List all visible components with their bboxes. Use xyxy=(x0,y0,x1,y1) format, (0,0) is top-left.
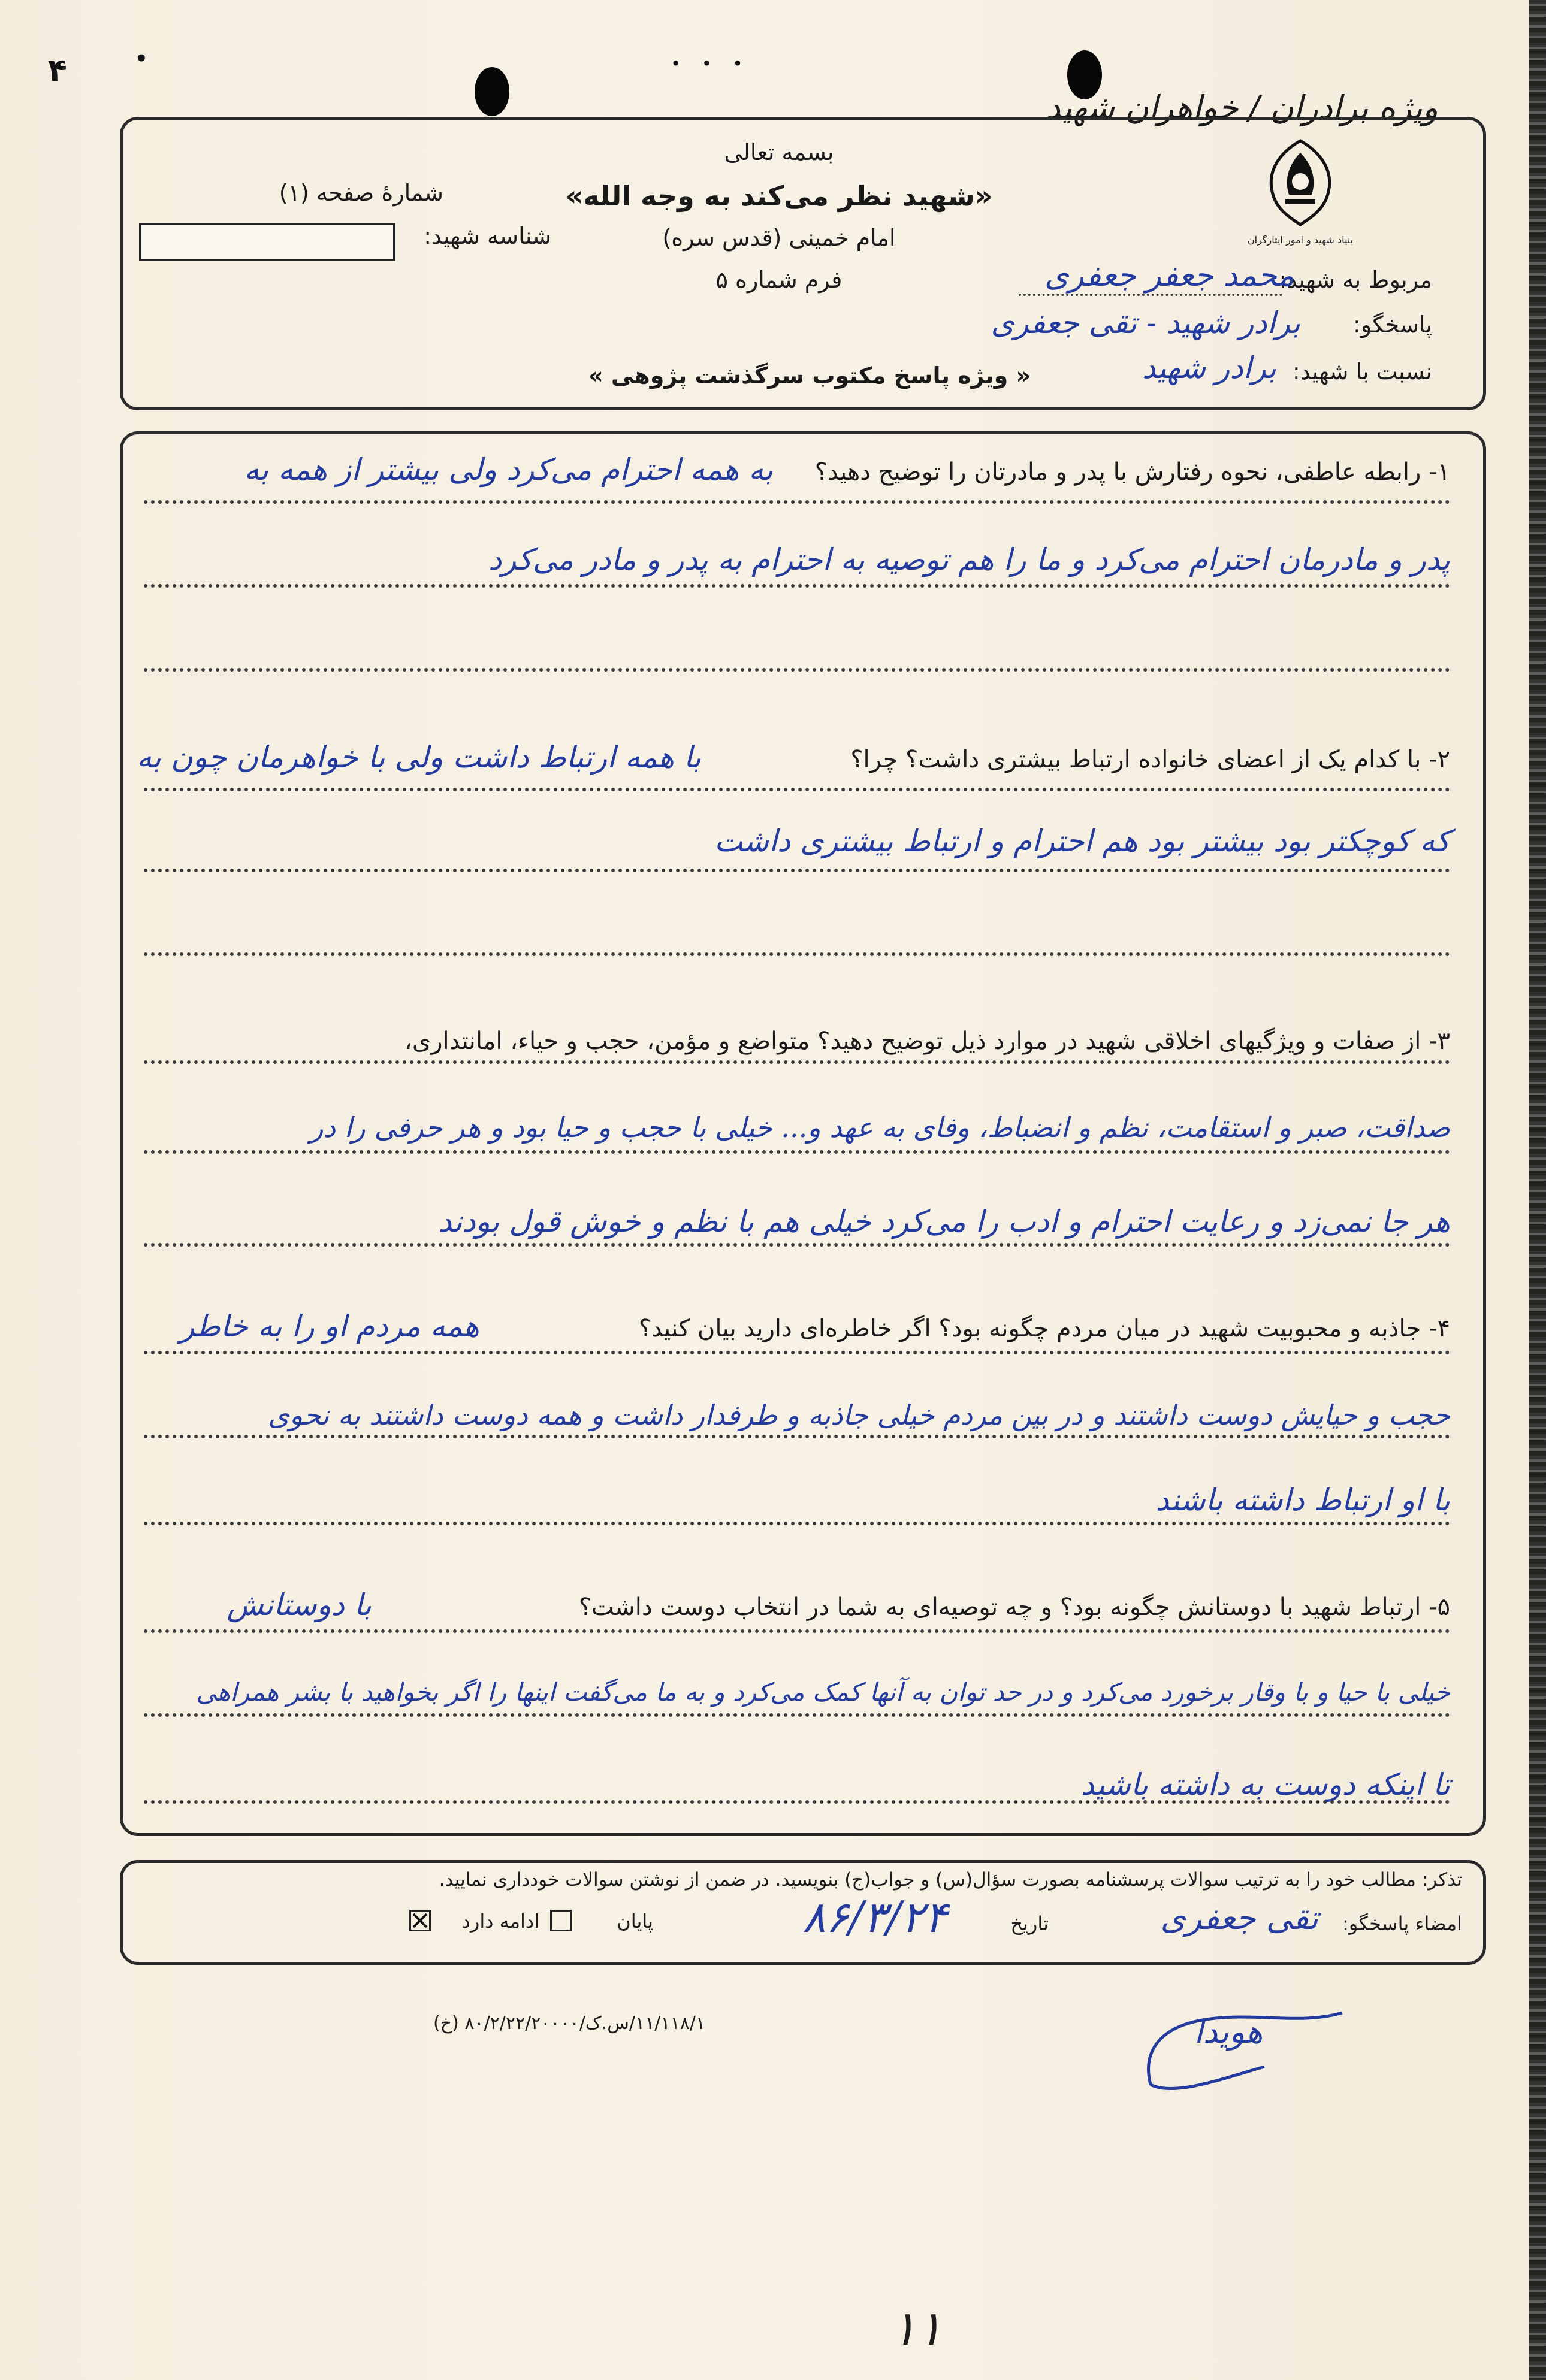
special-note: « ویژه پاسخ مکتوب سرگذشت پژوهی » xyxy=(588,362,1031,389)
answer-5-line-2: تا اینکه دوست به داشته باشید xyxy=(1080,1767,1450,1802)
dotted-line xyxy=(144,788,1450,791)
question-1: ۱- رابطه عاطفی، نحوه رفتارش با پدر و مادرتان را توضیح دهید؟ xyxy=(814,458,1450,486)
dotted-line xyxy=(144,869,1450,872)
dotted-line xyxy=(144,668,1450,672)
dots-mark: • • • xyxy=(671,55,751,72)
signature-value: تقی جعفری xyxy=(1160,1899,1318,1937)
respondent-label: پاسخگو: xyxy=(1353,312,1432,338)
question-4: ۴- جاذبه و محبوبیت شهید در میان مردم چگونه بود؟ اگر خاطره‌ای دارید بیان کنید؟ xyxy=(638,1315,1450,1342)
question-2: ۲- با کدام یک از اعضای خانواده ارتباط بیشتری داشت؟ چرا؟ xyxy=(850,746,1450,773)
form-number: فرم شماره ۵ xyxy=(715,267,843,293)
dotted-line xyxy=(144,584,1450,588)
page-mark: ۴ xyxy=(48,53,67,89)
end-label: پایان xyxy=(617,1910,653,1933)
logo-caption: بنیاد شهید و امور ایثارگران xyxy=(1247,234,1354,246)
answer-2-line-1: با همه ارتباط داشت ولی با خواهرمان چون به xyxy=(137,740,701,775)
dotted-line xyxy=(144,1351,1450,1354)
dotted-line xyxy=(144,952,1450,956)
respondent-value: برادر شهید - تقی جعفری xyxy=(991,306,1300,340)
dotted-line xyxy=(144,1522,1450,1525)
foundation-logo-icon xyxy=(1255,135,1345,231)
date-value: ۸۶/۳/۲۴ xyxy=(802,1892,947,1942)
date-label: تاریخ xyxy=(1010,1912,1049,1935)
martyr-id-label: شناسه شهید: xyxy=(424,223,551,249)
continue-checkbox[interactable] xyxy=(409,1910,431,1931)
martyr-dotted-line xyxy=(1019,294,1282,296)
answer-1-line-2: پدر و مادرمان احترام می‌کرد و ما را هم توصیه به احترام به پدر و مادر می‌کرد xyxy=(488,542,1450,577)
scan-edge xyxy=(1529,0,1546,2380)
bismillah: بسمه تعالی xyxy=(724,139,834,165)
top-handwritten-note: ویژه برادران / خواهران شهید xyxy=(1046,89,1438,126)
answer-4-line-0: همه مردم او را به خاطر xyxy=(180,1309,479,1344)
dotted-line xyxy=(144,1243,1450,1247)
answer-2-line-2: که کوچکتر بود بیشتر بود هم احترام و ارتباط بیشتری داشت xyxy=(714,824,1450,858)
small-mark: • xyxy=(135,47,148,71)
punch-hole xyxy=(475,67,509,116)
martyr-value: محمد جعفر جعفری xyxy=(1044,258,1294,294)
dotted-line xyxy=(144,1629,1450,1633)
dotted-line xyxy=(144,1150,1450,1154)
signature-label: امضاء پاسخگو: xyxy=(1342,1912,1462,1935)
answer-5-line-0: با دوستانش xyxy=(227,1587,372,1622)
dotted-line xyxy=(144,500,1450,504)
question-5: ۵- ارتباط شهید با دوستانش چگونه بود؟ و چه توصیه‌ای به شما در انتخاب دوست داشت؟ xyxy=(578,1593,1450,1621)
dotted-line xyxy=(144,1060,1450,1064)
check-x-icon xyxy=(411,1912,429,1930)
continue-label: ادامه دارد xyxy=(461,1910,539,1933)
author: امام خمینی (قدس سره) xyxy=(662,225,896,251)
answer-4-line-1: حجب و حیایش دوست داشتند و در بین مردم خیلی جاذبه و طرفدار داشت و همه دوست داشتند به نحوی xyxy=(267,1399,1450,1431)
answer-4-line-2: با او ارتباط داشته باشند xyxy=(1155,1483,1450,1517)
answer-5-line-1: خیلی با حیا و با وقار برخورد می‌کرد و در حد توان به آنها کمک می‌کرد و به ما می‌گفت اینها را اگر بخواهید با بشر همراهی xyxy=(196,1677,1450,1707)
dotted-line xyxy=(144,1713,1450,1717)
form-code: ۱۱/۱۱۸/۱/س.ک/۸۰/۲/۲۲/۲۰۰۰۰ (خ) xyxy=(433,2013,705,2034)
bottom-page-number: ۱۱ xyxy=(891,2300,943,2356)
martyr-label: مربوط به شهید: xyxy=(1279,267,1432,293)
answer-3-line-1: صداقت، صبر و استقامت، نظم و انضباط، وفای به عهد و... خیلی با حجب و حیا بود و هر حرفی را در xyxy=(310,1111,1450,1144)
relation-value: برادر شهید xyxy=(1142,350,1276,385)
answer-1-line-1: به همه احترام می‌کرد ولی بیشتر از همه به xyxy=(244,452,773,487)
dotted-line xyxy=(144,1800,1450,1804)
dotted-line xyxy=(144,1435,1450,1438)
footer-note: تذکر: مطالب خود را به ترتیب سوالات پرسشنامه بصورت سؤال(س) و جواب(ج) بنویسید. در ضمن از نوشتن سوالات خودداری نمایید. xyxy=(439,1869,1462,1891)
question-3: ۳- از صفات و ویژگیهای اخلاقی شهید در موارد ذیل توضیح دهید؟ متواضع و مؤمن، حجب و حیاء، امانتداری، xyxy=(404,1027,1450,1055)
end-checkbox[interactable] xyxy=(550,1910,572,1931)
relation-label: نسبت با شهید: xyxy=(1292,358,1432,385)
quote: «شهید نظر می‌کند به وجه الله» xyxy=(565,180,993,212)
page-number-label: شمارهٔ صفحه (۱) xyxy=(279,180,443,206)
martyr-id-box[interactable] xyxy=(139,223,395,261)
reviewer-initials: هویدا xyxy=(1194,2013,1263,2051)
answer-3-line-2: هر جا نمی‌زد و رعایت احترام و ادب را می‌کرد خیلی هم با نظم و خوش قول بودند xyxy=(438,1204,1450,1239)
